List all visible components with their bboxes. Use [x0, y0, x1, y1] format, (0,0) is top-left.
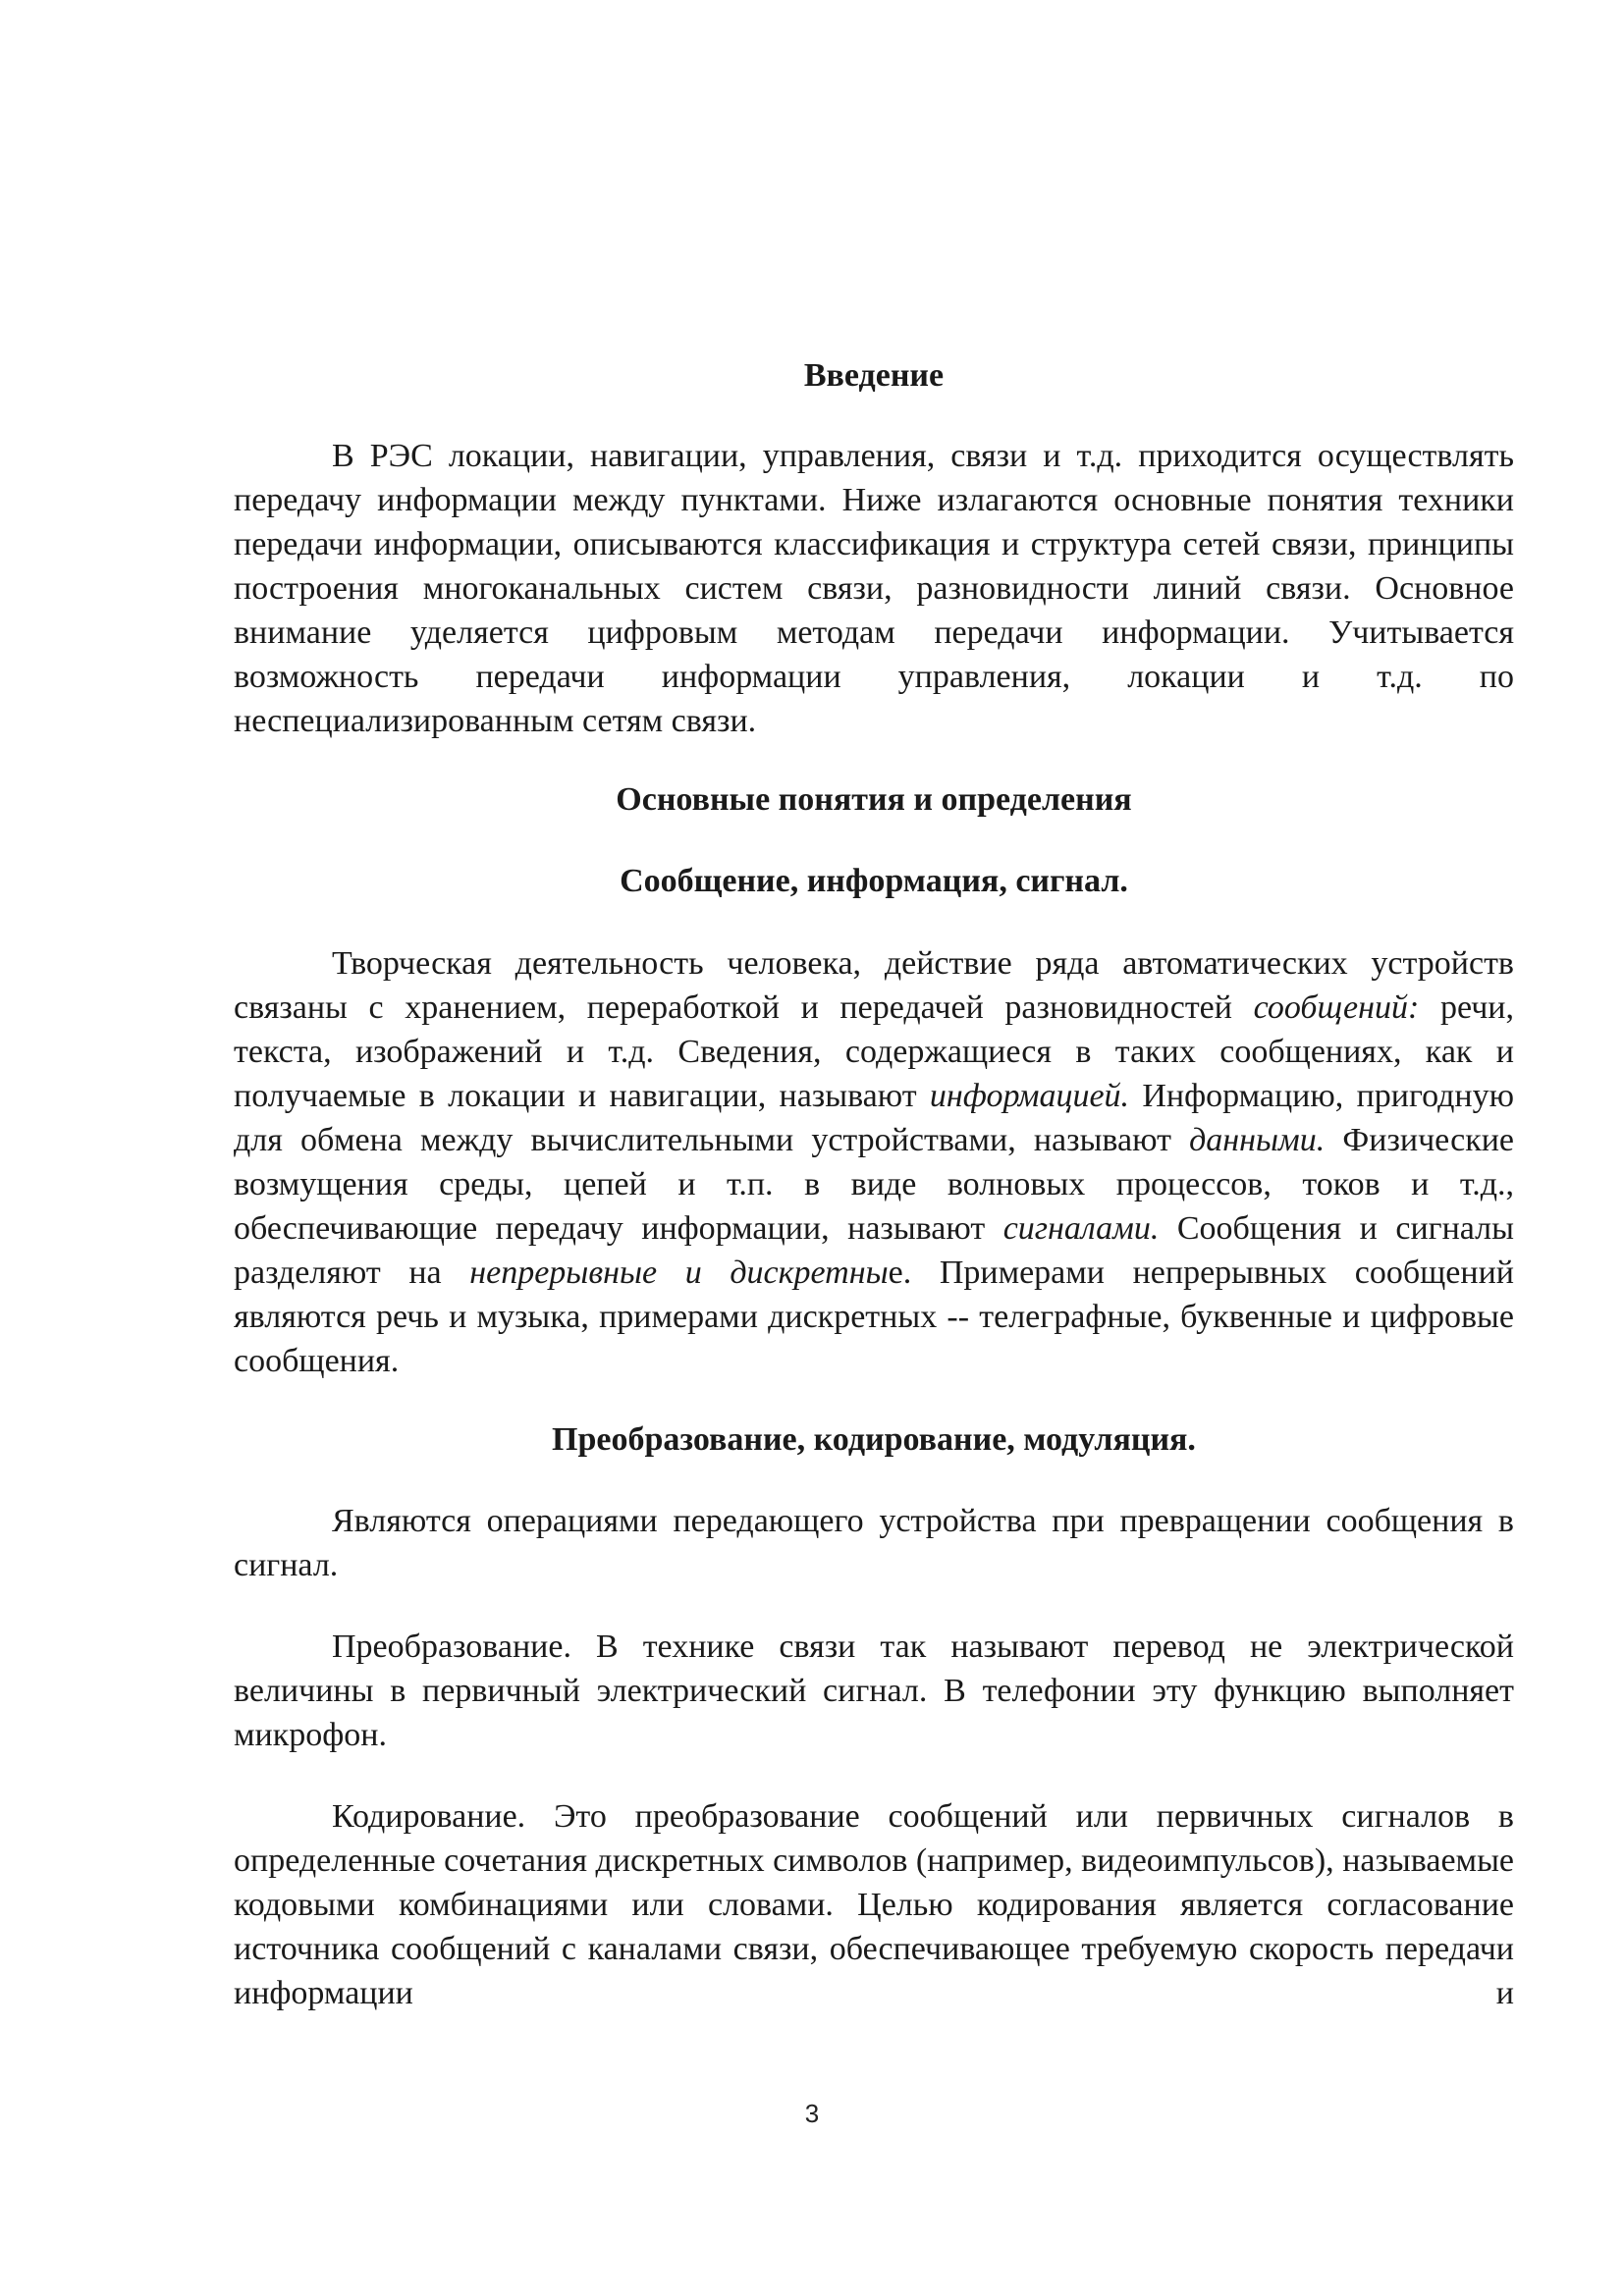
message-text-2: речи, текста, изображений и т.д. Сведения, содержащиеся в таких сообщениях, как и получаемые в локации и навигации, называют	[234, 989, 1514, 1114]
heading-message-information-signal: Сообщение, информация, сигнал.	[620, 863, 1128, 899]
paragraph-introduction: В РЭС локации, навигации, управления, связи и т.д. приходится осуществлять передачу информации между пунктами. Ниже излагаются основные понятия техники передачи информации, описываются классификация и структура сетей связи, принципы построения многоканальных систем связи, разновидности линий связи. Основное внимание уделяется цифровым методам передачи информации. Учитывается возможность передачи информации управления, локации и т.д. по неспециализированным сетям связи.	[234, 438, 1514, 739]
term-signals: сигналами.	[1002, 1210, 1160, 1247]
page-number: 3	[804, 2099, 820, 2128]
message-text-3: Информацию, пригодную для обмена между вычислительными устройствами, называют	[234, 1078, 1514, 1158]
heading-basic-concepts: Основные понятия и определения	[616, 781, 1132, 818]
message-text-5: Сообщения и сигналы разделяют на	[234, 1210, 1514, 1291]
paragraph-conversion: Преобразование. В технике связи так называют перевод не электрической величины в первичный электрический сигнал. В телефонии эту функцию выполняет микрофон.	[234, 1629, 1514, 1753]
paragraph-message	[234, 941, 1514, 1383]
term-continuous-discrete: непрерывные и дискретны	[469, 1255, 889, 1291]
message-text-4: Физические возмущения среды, цепей и т.п. в виде волновых процессов, токов и т.д., обеспечивающие передачу информации, называют	[234, 1122, 1514, 1247]
term-messages: сообщений:	[1253, 989, 1420, 1026]
term-information: информацией.	[929, 1078, 1130, 1114]
message-text-6: е. Примерами непрерывных сообщений являются речь и музыка, примерами дискретных -- телеграфные, буквенные и цифровые сообщения.	[234, 1255, 1514, 1379]
message-text-1: Творческая деятельность человека, действие ряда автоматических устройств связаны с хранением, переработкой и передачей разновидностей	[234, 945, 1514, 1026]
paragraph-operations: Являются операциями передающего устройства при превращении сообщения в сигнал.	[234, 1503, 1514, 1583]
heading-transform-coding-modulation: Преобразование, кодирование, модуляция.	[552, 1421, 1196, 1458]
paragraph-coding: Кодирование. Это преобразование сообщений или первичных сигналов в определенные сочетания дискретных символов (например, видеоимпульсов), называемые кодовыми комбинациями или словами. Целью кодирования является согласование источника сообщений с каналами связи, обеспечивающее требуемую скорость передачи информации и	[234, 1798, 1514, 2011]
page-content	[234, 353, 1514, 2015]
term-data: данными.	[1189, 1122, 1326, 1158]
heading-introduction: Введение	[803, 357, 945, 394]
